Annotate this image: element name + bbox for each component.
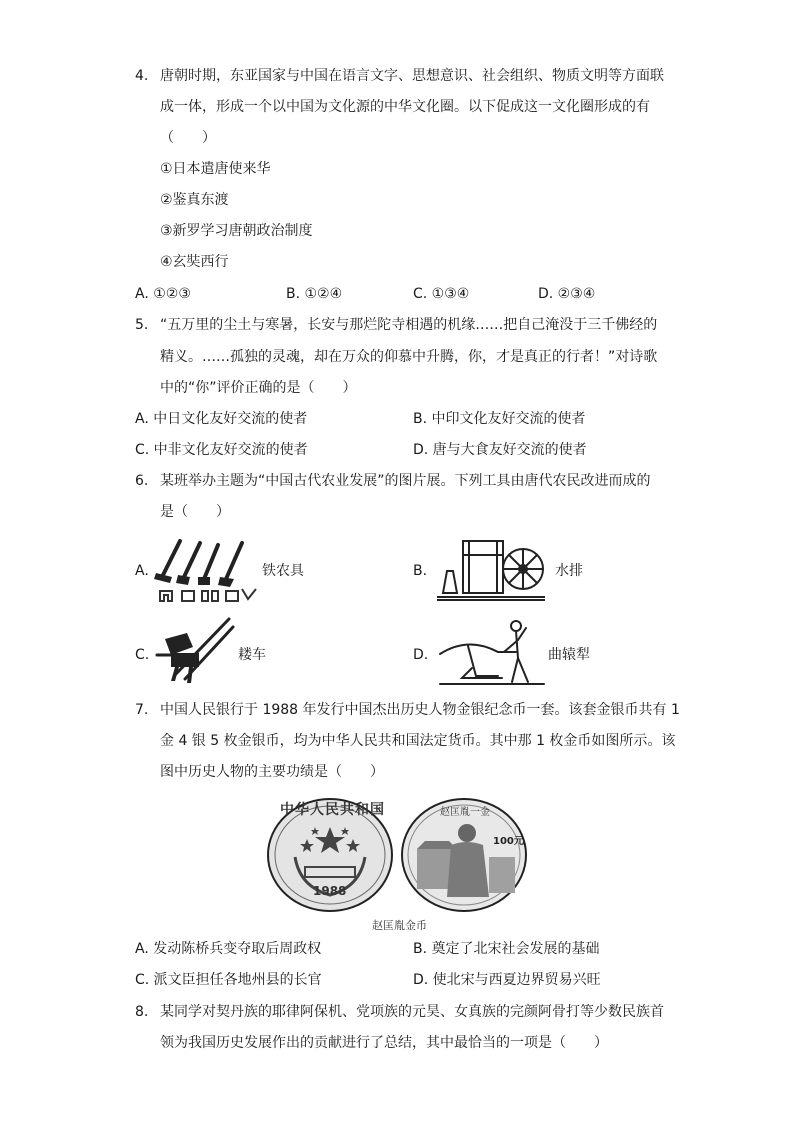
- q5-option-d[interactable]: D. 唐与大食友好交流的使者: [413, 442, 587, 458]
- q5-option-c[interactable]: C. 中非文化友好交流的使者: [135, 442, 308, 458]
- q4-option-c[interactable]: C. ①③④: [413, 286, 470, 302]
- q7-option-b[interactable]: B. 奠定了北宋社会发展的基础: [413, 941, 600, 957]
- q4-line1: 唐朝时期，东亚国家与中国在语言文字、思想意识、社会组织、物质文明等方面联: [160, 68, 664, 84]
- q7-number: 7.: [135, 702, 149, 718]
- q7-option-c[interactable]: C. 派文臣担任各地州县的长官: [135, 972, 322, 988]
- q4-item-3: ③新罗学习唐朝政治制度: [160, 223, 313, 239]
- q8-line2: 领为我国历史发展作出的贡献进行了总结，其中最恰当的一项是（ ）: [160, 1035, 608, 1051]
- q4-item-2: ②鉴真东渡: [160, 192, 229, 208]
- q5-option-a[interactable]: A. 中日文化友好交流的使者: [135, 411, 308, 427]
- coin-left-year: 1988: [313, 884, 347, 898]
- coin-caption: 赵匡胤金币: [372, 919, 427, 932]
- q6-option-b-label: 水排: [555, 563, 583, 579]
- q6-number: 6.: [135, 473, 149, 489]
- q6-option-c-letter[interactable]: C.: [135, 647, 150, 663]
- q7-line2: 金 4 银 5 枚金银币，均为中华人民共和国法定货币。其中那 1 枚金币如图所示。该: [160, 733, 676, 749]
- q4-blank: （ ）: [160, 130, 216, 146]
- q4-item-1: ①日本遣唐使来华: [160, 161, 271, 177]
- q8-line1: 某同学对契丹族的耶律阿保机、党项族的元昊、女真族的完颜阿骨打等少数民族首: [160, 1004, 664, 1020]
- coin-right-value: 100元: [493, 836, 524, 847]
- q5-line2: 精义。……孤独的灵魂，却在万众的仰慕中升腾，你，才是真正的行者！”对诗歌: [160, 349, 658, 365]
- q8-number: 8.: [135, 1004, 149, 1020]
- q5-line3: 中的“你”评价正确的是（ ）: [160, 380, 357, 396]
- q6-line1: 某班举办主题为“中国古代农业发展”的图片展。下列工具由唐代农民改进而成的: [160, 473, 651, 489]
- water-bellows-icon: [435, 537, 547, 603]
- q7-line3: 图中历史人物的主要功绩是（ ）: [160, 764, 384, 780]
- q7-option-d[interactable]: D. 使北宋与西夏边界贸易兴旺: [413, 972, 601, 988]
- q4-line2: 成一体，形成一个以中国为文化源的中华文化圈。以下促成这一文化圈形成的有: [160, 99, 650, 115]
- q6-option-c-label: 耧车: [238, 647, 266, 663]
- q6-option-b-letter[interactable]: B.: [413, 563, 428, 579]
- q7-line1: 中国人民银行于 1988 年发行中国杰出历史人物金银纪念币一套。该套金银币共有 1: [160, 702, 680, 718]
- q5-line1: “五万里的尘土与寒暑，长安与那烂陀寺相遇的机缘……把自己淹没于三千佛经的: [160, 317, 658, 333]
- q4-option-b[interactable]: B. ①②④: [286, 286, 343, 302]
- q6-option-d-letter[interactable]: D.: [413, 647, 429, 663]
- iron-tools-icon: [152, 537, 262, 607]
- curved-plow-icon: [438, 618, 548, 688]
- q6-line2: 是（ ）: [160, 504, 230, 520]
- coin-left-text: 中华人民共和国: [280, 802, 385, 818]
- q4-item-4: ④玄奘西行: [160, 254, 229, 270]
- q6-option-d-label: 曲辕犁: [548, 647, 590, 663]
- q5-number: 5.: [135, 317, 149, 333]
- seed-drill-icon: [157, 615, 237, 687]
- coin-right-text: 赵匡胤一金: [440, 807, 490, 818]
- q6-option-a-label: 铁农具: [262, 563, 304, 579]
- q7-option-a[interactable]: A. 发动陈桥兵变夺取后周政权: [135, 941, 322, 957]
- q4-option-a[interactable]: A. ①②③: [135, 286, 191, 302]
- q4-option-d[interactable]: D. ②③④: [538, 286, 596, 302]
- q6-option-a-letter[interactable]: A.: [135, 563, 149, 579]
- q4-number: 4.: [135, 68, 149, 84]
- q5-option-b[interactable]: B. 中印文化友好交流的使者: [413, 411, 586, 427]
